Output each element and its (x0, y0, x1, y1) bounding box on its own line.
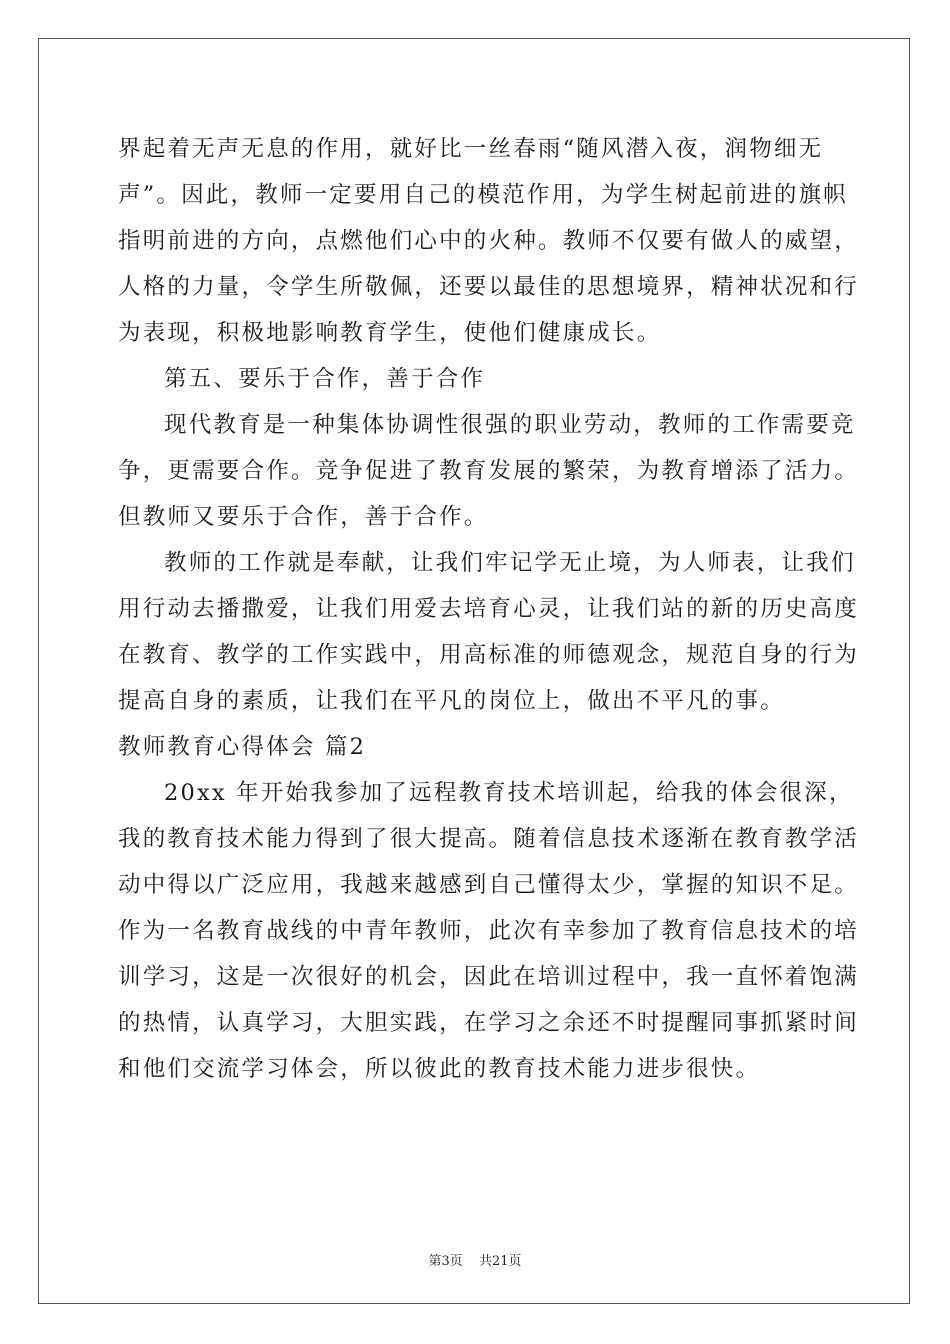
text-line: 和他们交流学习体会，所以彼此的教育技术能力进步很快。 (118, 1056, 761, 1082)
section-heading: 第五、要乐于合作，善于合作 (164, 366, 486, 392)
text-line: 教师的工作就是奉献，让我们牢记学无止境，为人师表，让我们 (164, 550, 856, 576)
text-line: 我的教育技术能力得到了很大提高。随着信息技术逐渐在教育教学活 (118, 826, 860, 852)
text-line: 20xx 年开始我参加了远程教育技术培训起，给我的体会很深， (164, 780, 854, 806)
text-line: 提高自身的素质，让我们在平凡的岗位上，做出不平凡的事。 (118, 688, 785, 714)
text-line: 训学习，这是一次很好的机会，因此在培训过程中，我一直怀着饱满 (118, 964, 860, 990)
document-body (118, 126, 860, 1092)
text-line: 现代教育是一种集体协调性很强的职业劳动，教师的工作需要竞 (164, 412, 856, 438)
page-footer (0, 1250, 950, 1269)
paragraph (118, 402, 860, 540)
text-line: 为表现，积极地影响教育学生，使他们健康成长。 (118, 320, 662, 346)
text-line: 指明前进的方向，点燃他们心中的火种。教师不仅要有做人的威望， (118, 228, 860, 254)
text-line: 动中得以广泛应用，我越来越感到自己懂得太少，掌握的知识不足。 (118, 872, 860, 898)
page-number-total: 共21页 (478, 1254, 522, 1269)
text-line: 人格的力量，令学生所敬佩，还要以最佳的思想境界，精神状况和行 (118, 274, 860, 300)
page-number-current: 第3页 (428, 1254, 463, 1269)
text-line: 界起着无声无息的作用，就好比一丝春雨“随风潜入夜，润物细无 (118, 136, 824, 162)
text-line: 争，更需要合作。竞争促进了教育发展的繁荣，为教育增添了活力。 (118, 458, 860, 484)
text-line: 但教师又要乐于合作，善于合作。 (118, 504, 489, 530)
text-line: 作为一名教育战线的中青年教师，此次有幸参加了教育信息技术的培 (118, 918, 860, 944)
article-title: 教师教育心得体会 篇2 (118, 734, 367, 760)
text-line: 在教育、教学的工作实践中，用高标准的师德观念，规范自身的行为 (118, 642, 860, 668)
text-line: 的热情，认真学习，大胆实践，在学习之余还不时提醒同事抓紧时间 (118, 1010, 860, 1036)
text-line: 声”。因此，教师一定要用自己的模范作用，为学生树起前进的旗帜 (118, 182, 849, 208)
text-line: 用行动去播撒爱，让我们用爱去培育心灵，让我们站的新的历史高度 (118, 596, 860, 622)
paragraph (118, 540, 860, 724)
paragraph (118, 126, 860, 356)
paragraph (118, 770, 860, 1092)
